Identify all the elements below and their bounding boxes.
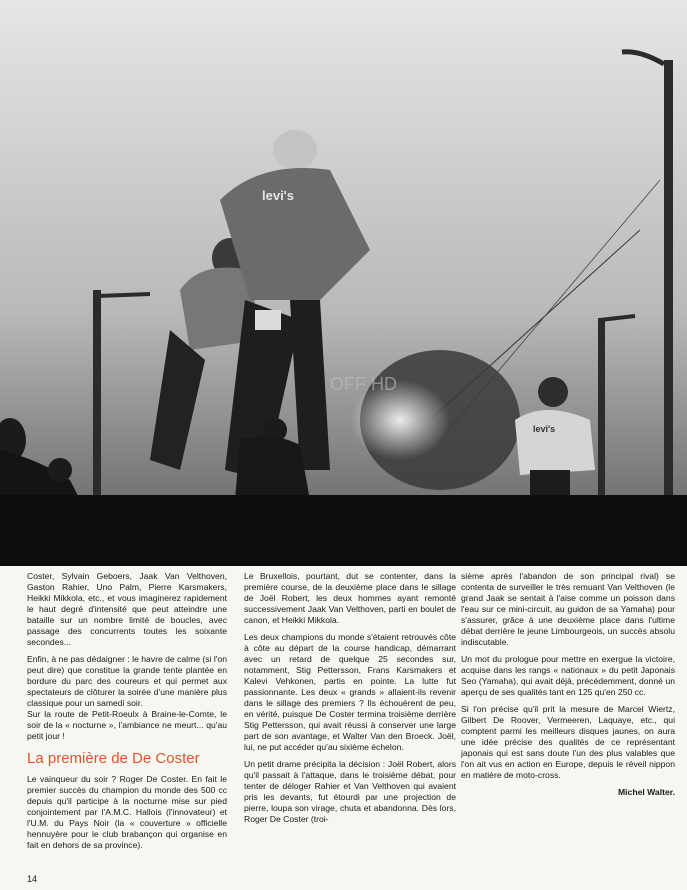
page-number: 14	[27, 874, 38, 884]
paragraph: Un petit drame précipita la décision : Joël Robert, alors qu'il passait à l'attaque, dans le troisième débat, pour tenter de déloger Rahier et Van Velthoven qui avaient pris les devants, fut étourdi par une projection de pierre, loupa son virage, chuta et abandonna. Dès lors, Roger De Coster (troi-	[244, 759, 456, 824]
subheading: La première de De Coster	[27, 750, 200, 767]
author-signature: Michel Walter.	[618, 787, 675, 797]
column-2	[244, 571, 456, 831]
paragraph: Les deux champions du monde s'étaient retrouvés côte à côte au départ de la course handicap, démarrant avec un retard de quelque 25 secondes sur, notamment, Stig Pettersson, Frans Karsmakers et Kalevi Vehkonen, partis en pointe. La lutte fut passionnante. Les deux « grands » allaient-ils revenir dans le sillage des premiers ? Ils échouèrent de peu, en vérité, puisque De Coster termina troisième derrière Stig Pettersson, qui avait réussi à conserver une large part de son avantage, et Walter Van den Broeck. Joël, lui, ne put accéder qu'au sixième échelon.	[244, 632, 456, 752]
article-body	[27, 571, 675, 861]
paragraph: Enfin, à ne pas dédaigner : le havre de calme (si l'on peut dire) que constitue la grande tente plantée en bordure du parc des coureurs et qui permet aux spectateurs de clôturer la soirée d'une manière plus classique pour un samedi soir.	[27, 654, 227, 708]
rider-right-logo: levi's	[533, 424, 556, 434]
paragraph: Sur la route de Petit-Roeulx à Braine-le-Comte, le soir de la « nocturne », l'ambiance ne meurt... qu'au petit jour !	[27, 709, 227, 741]
watermark: OFF HD	[330, 374, 397, 394]
paragraph: Le Bruxellois, pourtant, dut se contenter, dans la première course, de la deuxième place dans le sillage de Joël Robert, les deux hommes ayant remonté successivement Jaak Van Velthoven, parti en boulet de canon, et Heikki Mikkola.	[244, 571, 456, 625]
paragraph: Le vainqueur du soir ? Roger De Coster. En fait le premier succès du champion du monde des 500 cc depuis qu'il participe à la nocturne mise sur pied conjointement par l'A.M.C. Hallois (l'innovateur) et l'U.M. du Pays Noir (la « couverture » officielle hennuyère pour le club brabançon qui organise en fait en dehors de sa province).	[27, 774, 227, 850]
paragraph: Si l'on précise qu'il prit la mesure de Marcel Wiertz, Gilbert De Roover, Vermeeren, Laquaye, etc., qui comptent parmi les meilleurs disques jaunes, on aura une idée précise des qualités de ce représentant japonais qui est sans doute l'un des plus valables que l'on ait vus en action en Europe, depuis le réveil nippon en matière de moto-cross.	[461, 704, 675, 780]
column-1	[27, 571, 227, 857]
paragraph: Un mot du prologue pour mettre en exergue la victoire, acquise dans les rangs « nationaux » du petit Japonais Seo (Yamaha), qui avait déjà, précédemment, donné un aperçu de ses qualités tant en 125 qu'en 250 cc.	[461, 654, 675, 697]
rider-front-logo: levi's	[262, 188, 295, 203]
paragraph: Coster, Sylvain Geboers, Jaak Van Velthoven, Gaston Rahier, Uno Palm, Pierre Karsmakers, Heikki Mikkola, etc., et vous imaginerez rapidement le haut degré d'intensité que peut atteindre une bataille sur un nombre limité de boucles, avec passage des concurrents toutes les soixante secondes...	[27, 571, 227, 647]
paragraph: sième après l'abandon de son principal rival) se contenta de surveiller le très remuant Van Velthoven (le grand Jaak se sentait à l'aise comme un poisson dans l'eau sur ce mini-circuit, au guidon de sa Yamaha) pour s'assurer, grâce à une deuxième place dans l'ultime débat derrière le jeune Limbourgeois, un succès absolu indiscutable.	[461, 571, 675, 647]
column-3	[461, 571, 675, 798]
